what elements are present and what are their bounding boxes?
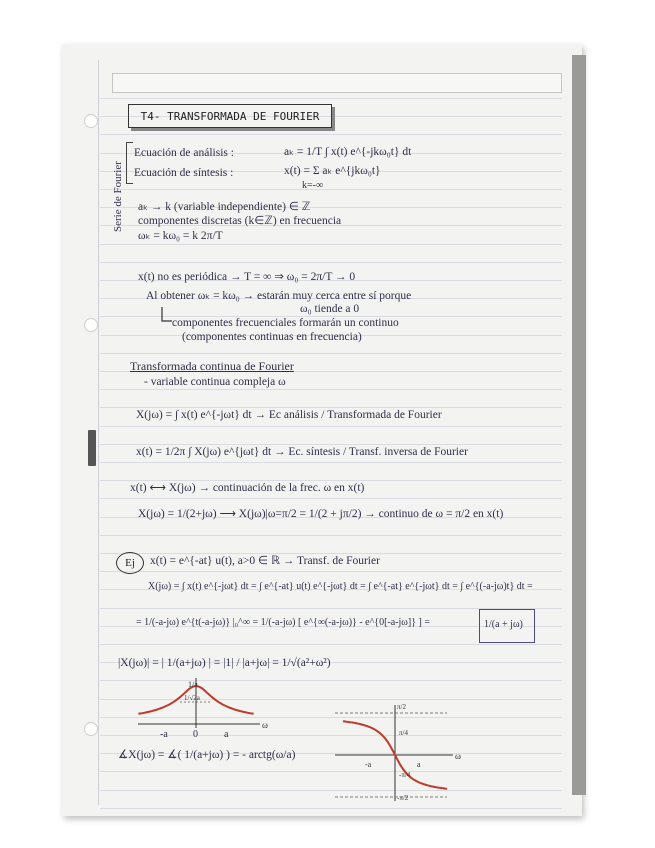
ruled-line [100,462,562,463]
bracket [126,142,133,184]
ruled-line [100,808,562,809]
magnitude-mid-label: 1/√2a [184,694,200,702]
synthesis-label: Ecuación de síntesis : [134,167,234,179]
result: 1/(a + jω) [484,619,523,630]
nonperiodic-line: (componentes continuas en frecuencia) [182,331,362,343]
phase-quarter-label: π/4 [399,729,408,737]
example-label: Ej [116,552,144,574]
fourier-example: X(jω) = 1/(2+jω) ⟶ X(jω)|ω=π/2 = 1/(2 + jπ/2) → continuo de ω = π/2 en x(t) [138,508,504,520]
ruled-line [100,244,562,245]
phase-axis-label: ω [455,751,461,761]
ruled-line [100,353,562,354]
phase-negquarter-label: -π/4 [399,771,411,779]
nonperiodic-line: componentes frecuenciales formarán un continuo [172,317,399,329]
ruled-line [100,426,562,427]
ruled-line [100,407,562,408]
phase-bottom-label: -π/2 [397,794,409,802]
binder-hole [84,114,98,128]
magnitude-xtick: 0 [193,729,198,740]
analysis-equation: aₖ = 1/T ∫ x(t) e^{-jkω₀t} dt [284,146,412,158]
side-label: Serie de Fourier [112,161,124,232]
serie-line: ωₖ = kω₀ = k 2π/T [138,230,223,242]
ruled-line [100,571,562,572]
example-step: X(jω) = ∫ x(t) e^{-jωt} dt = ∫ e^{-at} u(t) e^{-jωt} dt = ∫ e^{-at} e^{-jωt} dt = ∫ e^{(-a-jω)t} dt = [148,581,533,592]
analysis-label: Ecuación de análisis : [134,147,234,159]
magnitude-top-label: 1/a [188,680,198,689]
page-tag [88,430,96,466]
example-statement: x(t) = e^{-at} u(t), a>0 ∈ ℝ → Transf. de Fourier [150,555,380,567]
binder-hole [84,722,98,736]
ruled-line [100,553,562,554]
ruled-line [100,535,562,536]
fourier-analysis: X(jω) = ∫ x(t) e^{-jωt} dt → Ec análisis / Transformada de Fourier [136,409,442,421]
fourier-pair: x(t) ⟷ X(jω) → continuación de la frec. ω en x(t) [130,482,365,494]
ruled-line [100,262,562,263]
binder-hole [84,318,98,332]
magnitude-xtick: a [224,729,229,740]
ruled-line [100,771,562,772]
nonperiodic-line: x(t) no es periódica → T = ∞ ⇒ ω₀ = 2π/T → 0 [138,271,356,283]
ruled-line [100,790,562,791]
serie-line: aₖ → k (variable independiente) ∈ ℤ [138,201,311,213]
serie-line: componentes discretas (k∈ℤ) en frecuencia [138,215,342,227]
ruled-line [100,480,562,481]
ruled-line [100,498,562,499]
ruled-line [100,389,562,390]
section-heading: Transformada continua de Fourier [130,359,294,373]
nonperiodic-line: ω₀ tiende a 0 [300,303,360,315]
magnitude-xtick: -a [160,729,168,740]
magnitude-equation: |X(jω)| = | 1/(a+jω) | = |1| / |a+jω| = 1/√(a²+ω²) [118,657,331,669]
phase-top-label: π/2 [397,703,406,711]
magnitude-axis-label: ω [262,720,268,730]
synthesis-equation: x(t) = Σ aₖ e^{jkω₀t} [284,165,381,177]
bullet-line: - variable continua compleja ω [144,376,286,388]
ruled-line [100,134,562,135]
ruled-line [100,644,562,645]
margin-line [98,60,99,805]
phase-xneg-label: -a [365,760,372,769]
header-box [112,73,562,93]
ruled-line [100,98,562,99]
phase-equation: ∡X(jω) = ∡( 1/(a+jω) ) = - arctg(ω/a) [118,749,296,761]
fourier-synthesis: x(t) = 1/2π ∫ X(jω) e^{jωt} dt → Ec. síntesis / Transf. inversa de Fourier [136,446,468,458]
nonperiodic-line: Al obtener ωₖ = kω₀ → estarán muy cerca entre sí porque [146,290,412,302]
page-title: T4- TRANSFORMADA DE FOURIER [128,104,332,128]
magnitude-graph [138,678,268,740]
page-edge [572,55,586,795]
ruled-line [100,189,562,190]
example-step: = 1/(-a-jω) e^{t(-a-jω)} |₀^∞ = 1/(-a-jω) [ e^{∞(-a-jω)} - e^{0[-a-jω]} ] = [136,617,430,628]
arrow-connector [160,307,174,327]
ruled-line [100,444,562,445]
sum-limits: k=-∞ [302,180,324,191]
phase-xpos-label: a [417,760,421,769]
phase-graph [335,705,475,801]
